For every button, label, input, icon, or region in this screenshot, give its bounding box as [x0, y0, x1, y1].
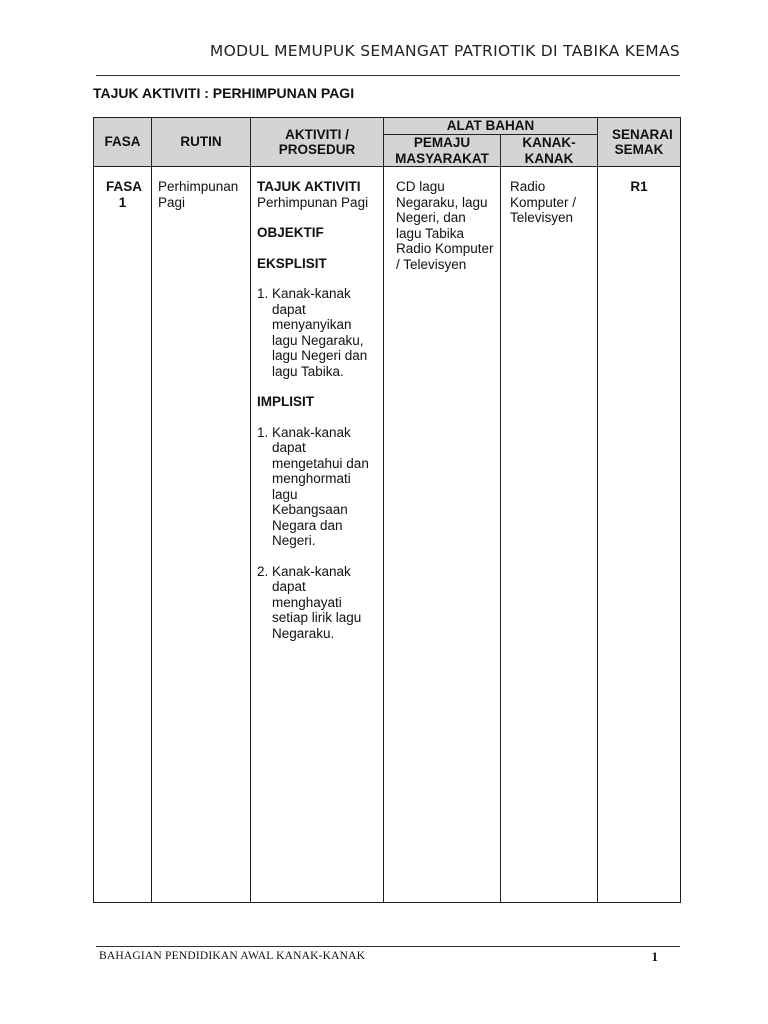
- list-text: Kanak-kanak dapat mengetahui dan menghormati lagu Kebangsaan Negara dan Negeri.: [272, 424, 369, 548]
- kanak-value: Radio Komputer / Televisyen: [510, 179, 577, 225]
- list-item: [257, 286, 377, 379]
- header-rule: [96, 75, 680, 76]
- list-item: [257, 425, 377, 549]
- header-pemaju: PEMAJU MASYARAKAT: [384, 135, 501, 167]
- header-aktiviti: AKTIVITI / PROSEDUR: [251, 118, 384, 167]
- eksplisit-label: EKSPLISIT: [257, 255, 327, 271]
- activity-table: [93, 117, 681, 903]
- tajuk-value: Perhimpunan Pagi: [257, 194, 369, 210]
- list-number: 1.: [257, 286, 269, 301]
- header-senarai-semak: SENARAI SEMAK: [598, 118, 681, 167]
- cell-aktiviti: [251, 167, 384, 903]
- footer-text: BAHAGIAN PENDIDIKAN AWAL KANAK-KANAK: [99, 950, 366, 962]
- page-number: 1: [651, 949, 658, 964]
- fasa-value: FASA 1: [106, 179, 143, 210]
- cell-kanak: [501, 167, 598, 903]
- list-item: [257, 564, 377, 642]
- document-title: TAJUK AKTIVITI : PERHIMPUNAN PAGI: [93, 85, 355, 101]
- header-title: MODUL MEMUPUK SEMANGAT PATRIOTIK DI TABIKA KEMAS: [209, 42, 680, 60]
- header-fasa: FASA: [94, 118, 152, 167]
- header-alat-bahan: ALAT BAHAN: [384, 118, 598, 135]
- implisit-label: IMPLISIT: [257, 394, 314, 409]
- list-number: 1.: [257, 424, 269, 440]
- eksplisit-list: [257, 286, 377, 379]
- cell-pemaju: [384, 167, 501, 903]
- list-number: 2.: [257, 563, 269, 579]
- table-row: [94, 167, 681, 903]
- tajuk-label: TAJUK AKTIVITI: [257, 179, 361, 194]
- rutin-value: Perhimpunan Pagi: [158, 179, 239, 210]
- list-text: Kanak-kanak dapat menyanyikan lagu Negaraku, lagu Negeri dan lagu Tabika.: [272, 286, 368, 379]
- header-rutin: RUTIN: [152, 118, 251, 167]
- senarai-value: R1: [630, 179, 648, 194]
- pemaju-value: CD lagu Negaraku, lagu Negeri, dan lagu Tabika Radio Komputer / Televisyen: [396, 179, 494, 272]
- list-text: Kanak-kanak dapat menghayati setiap lirik lagu Negaraku.: [272, 563, 362, 641]
- cell-senarai: [598, 167, 681, 903]
- cell-fasa: [94, 167, 152, 903]
- objektif-label: OBJEKTIF: [257, 225, 324, 240]
- implisit-list: [257, 425, 377, 642]
- footer-rule: [96, 946, 680, 947]
- header-kanak: KANAK-KANAK: [501, 135, 598, 167]
- cell-rutin: [152, 167, 251, 903]
